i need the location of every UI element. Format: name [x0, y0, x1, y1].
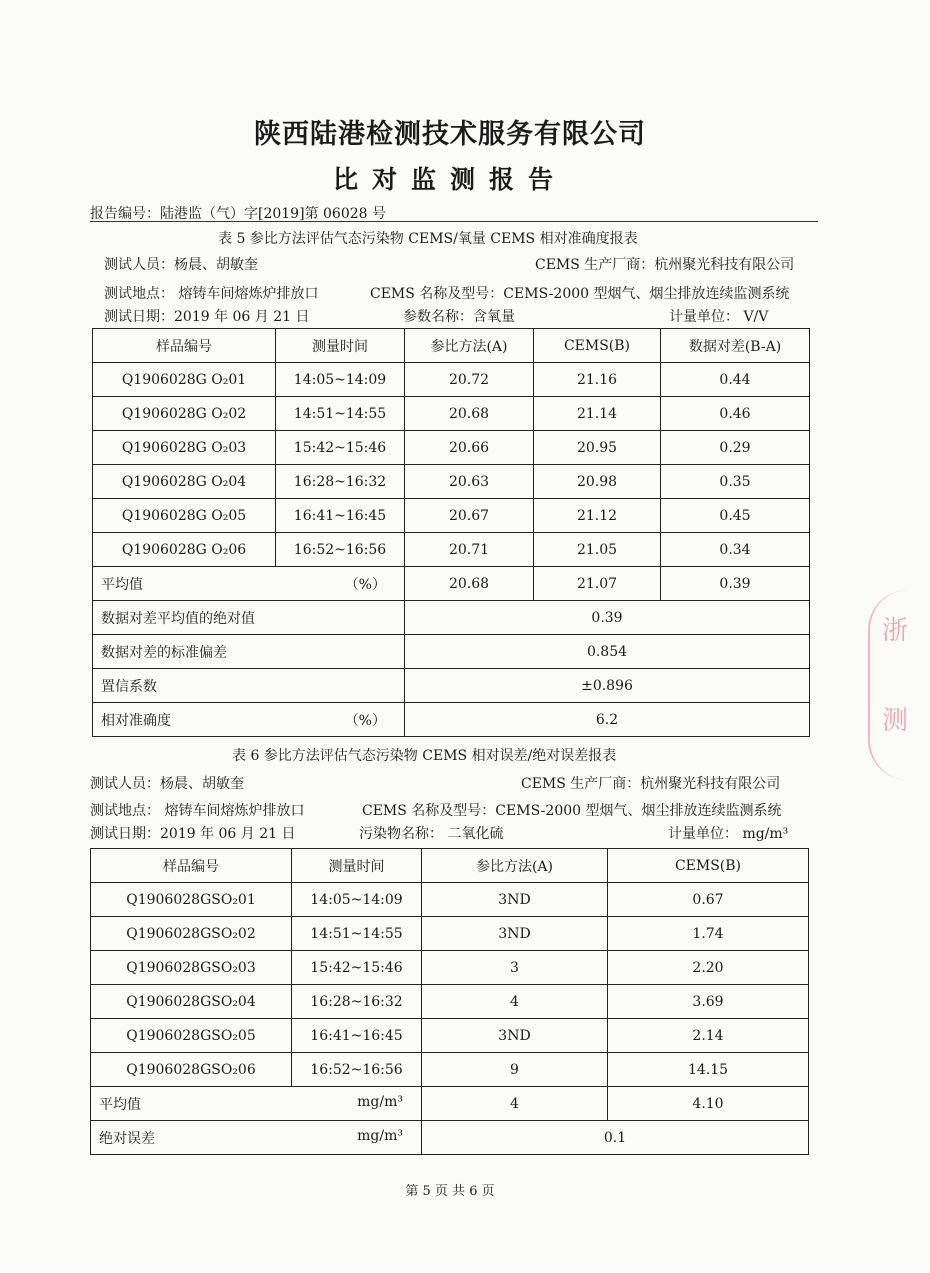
stat-label: 数据对差平均值的绝对值 [93, 601, 405, 635]
table-row [91, 1019, 809, 1053]
table-row [93, 533, 810, 567]
abs-error-label-cell [91, 1121, 422, 1155]
table6-date: 测试日期：2019 年 06 月 21 日 [90, 826, 296, 842]
table6-header-row [91, 849, 809, 883]
table5-stat-row [93, 669, 810, 703]
table5-unit: 计量单位： V/V [669, 309, 769, 325]
average-unit: mg/m³ [357, 1093, 403, 1110]
diff-value: 0.44 [661, 363, 810, 397]
table5-date: 测试日期：2019 年 06 月 21 日 [104, 309, 310, 325]
table6-manufacturer: CEMS 生产厂商：杭州聚光科技有限公司 [521, 776, 781, 792]
cems-value: 21.05 [534, 533, 661, 567]
stamp-char: 测 [882, 706, 909, 736]
table5-header-cell: 数据对差(B-A) [661, 329, 810, 363]
cems-value: 14.15 [608, 1053, 809, 1087]
table-row [91, 917, 809, 951]
cems-value: 2.20 [608, 951, 809, 985]
table5-header-row [93, 329, 810, 363]
measure-time: 16:41~16:45 [276, 499, 405, 533]
measure-time: 16:28~16:32 [292, 985, 422, 1019]
table6-unit: 计量单位： mg/m³ [668, 826, 789, 842]
sample-id: Q1906028G O₂01 [93, 363, 276, 397]
table-row [93, 363, 810, 397]
average-diff: 0.39 [661, 567, 810, 601]
table-row [93, 431, 810, 465]
table6-header-cell: 样品编号 [91, 849, 292, 883]
stat-value: 6.2 [405, 703, 810, 737]
table-row [91, 985, 809, 1019]
measure-time: 15:42~15:46 [276, 431, 405, 465]
cems-value: 3.69 [608, 985, 809, 1019]
average-unit: （%） [344, 576, 386, 593]
ref-value: 3ND [422, 917, 608, 951]
table5-header-cell: 样品编号 [93, 329, 276, 363]
ref-value: 20.68 [405, 397, 534, 431]
ref-value: 3 [422, 951, 608, 985]
company-name: 陕西陆港检测技术服务有限公司 [254, 119, 646, 150]
table5-average-row [93, 567, 810, 601]
table5-param: 参数名称：含氧量 [403, 309, 515, 325]
average-label-cell [93, 567, 405, 601]
sample-id: Q1906028G O₂03 [93, 431, 276, 465]
table5-header-cell: 参比方法(A) [405, 329, 534, 363]
measure-time: 16:28~16:32 [276, 465, 405, 499]
table6-caption: 表 6 参比方法评估气态污染物 CEMS 相对误差/绝对误差报表 [232, 748, 617, 764]
table6-abs-error-row [91, 1121, 809, 1155]
table5-stat-row [93, 635, 810, 669]
average-label: 平均值 [101, 576, 143, 593]
table5-caption: 表 5 参比方法评估气态污染物 CEMS/氧量 CEMS 相对准确度报表 [218, 231, 638, 247]
diff-value: 0.46 [661, 397, 810, 431]
ref-value: 4 [422, 985, 608, 1019]
ref-value: 9 [422, 1053, 608, 1087]
stat-label: 相对准确度 [101, 712, 171, 729]
measure-time: 16:52~16:56 [292, 1053, 422, 1087]
table-row [93, 465, 810, 499]
report-number: 报告编号：陆港监（气）字[2019]第 06028 号 [90, 206, 386, 222]
table6-header-cell: 测量时间 [292, 849, 422, 883]
ref-value: 20.66 [405, 431, 534, 465]
stat-value: 0.854 [405, 635, 810, 669]
table5-manufacturer: CEMS 生产厂商：杭州聚光科技有限公司 [535, 257, 795, 273]
sample-id: Q1906028G O₂02 [93, 397, 276, 431]
sample-id: Q1906028GSO₂04 [91, 985, 292, 1019]
diff-value: 0.29 [661, 431, 810, 465]
diff-value: 0.45 [661, 499, 810, 533]
sample-id: Q1906028GSO₂01 [91, 883, 292, 917]
measure-time: 16:41~16:45 [292, 1019, 422, 1053]
cems-value: 21.12 [534, 499, 661, 533]
table5 [92, 328, 810, 737]
abs-error-value: 0.1 [422, 1121, 809, 1155]
table6-header-cell: CEMS(B) [608, 849, 809, 883]
stat-label-cell [93, 703, 405, 737]
table5-stat-row [93, 601, 810, 635]
abs-error-unit: mg/m³ [357, 1127, 403, 1144]
ref-value: 20.72 [405, 363, 534, 397]
table6-location: 测试地点： 熔铸车间熔炼炉排放口 [90, 803, 305, 819]
sample-id: Q1906028GSO₂05 [91, 1019, 292, 1053]
red-seal-stamp [868, 590, 930, 780]
table5-header-cell: 测量时间 [276, 329, 405, 363]
table-row [91, 1053, 809, 1087]
ref-value: 20.71 [405, 533, 534, 567]
diff-value: 0.35 [661, 465, 810, 499]
table5-header-cell: CEMS(B) [534, 329, 661, 363]
measure-time: 14:05~14:09 [276, 363, 405, 397]
ref-value: 20.63 [405, 465, 534, 499]
table5-tester: 测试人员：杨晨、胡敏奎 [104, 257, 258, 273]
average-ref: 20.68 [405, 567, 534, 601]
measure-time: 14:05~14:09 [292, 883, 422, 917]
stamp-char: 浙 [882, 616, 909, 646]
ref-value: 20.67 [405, 499, 534, 533]
cems-value: 21.16 [534, 363, 661, 397]
cems-value: 0.67 [608, 883, 809, 917]
average-ref: 4 [422, 1087, 608, 1121]
stat-label: 置信系数 [93, 669, 405, 703]
sample-id: Q1906028G O₂05 [93, 499, 276, 533]
table-row [91, 883, 809, 917]
average-cems: 21.07 [534, 567, 661, 601]
average-label-cell [91, 1087, 422, 1121]
table5-model: CEMS 名称及型号：CEMS-2000 型烟气、烟尘排放连续监测系统 [370, 286, 790, 302]
stat-label: 数据对差的标准偏差 [93, 635, 405, 669]
measure-time: 15:42~15:46 [292, 951, 422, 985]
table6-header-cell: 参比方法(A) [422, 849, 608, 883]
cems-value: 20.98 [534, 465, 661, 499]
table5-location: 测试地点： 熔铸车间熔炼炉排放口 [104, 286, 319, 302]
average-label: 平均值 [99, 1096, 141, 1113]
abs-error-label: 绝对误差 [99, 1130, 155, 1147]
table6-model: CEMS 名称及型号：CEMS-2000 型烟气、烟尘排放连续监测系统 [362, 803, 782, 819]
cems-value: 21.14 [534, 397, 661, 431]
stat-value: ±0.896 [405, 669, 810, 703]
table6 [90, 848, 809, 1155]
table6-tester: 测试人员：杨晨、胡敏奎 [90, 776, 244, 792]
measure-time: 14:51~14:55 [292, 917, 422, 951]
cems-value: 2.14 [608, 1019, 809, 1053]
table5-stat-row [93, 703, 810, 737]
measure-time: 16:52~16:56 [276, 533, 405, 567]
table-row [93, 499, 810, 533]
page-number: 第 5 页 共 6 页 [405, 1184, 495, 1199]
report-title: 比对监测报告 [332, 165, 567, 194]
ref-value: 3ND [422, 883, 608, 917]
sample-id: Q1906028G O₂04 [93, 465, 276, 499]
table6-average-row [91, 1087, 809, 1121]
table6-pollutant: 污染物名称： 二氧化硫 [359, 826, 504, 842]
header-divider [90, 221, 818, 222]
table-row [91, 951, 809, 985]
cems-value: 20.95 [534, 431, 661, 465]
cems-value: 1.74 [608, 917, 809, 951]
stat-value: 0.39 [405, 601, 810, 635]
measure-time: 14:51~14:55 [276, 397, 405, 431]
sample-id: Q1906028GSO₂02 [91, 917, 292, 951]
diff-value: 0.34 [661, 533, 810, 567]
average-cems: 4.10 [608, 1087, 809, 1121]
table-row [93, 397, 810, 431]
sample-id: Q1906028G O₂06 [93, 533, 276, 567]
stat-unit: （%） [344, 712, 386, 729]
sample-id: Q1906028GSO₂03 [91, 951, 292, 985]
ref-value: 3ND [422, 1019, 608, 1053]
sample-id: Q1906028GSO₂06 [91, 1053, 292, 1087]
